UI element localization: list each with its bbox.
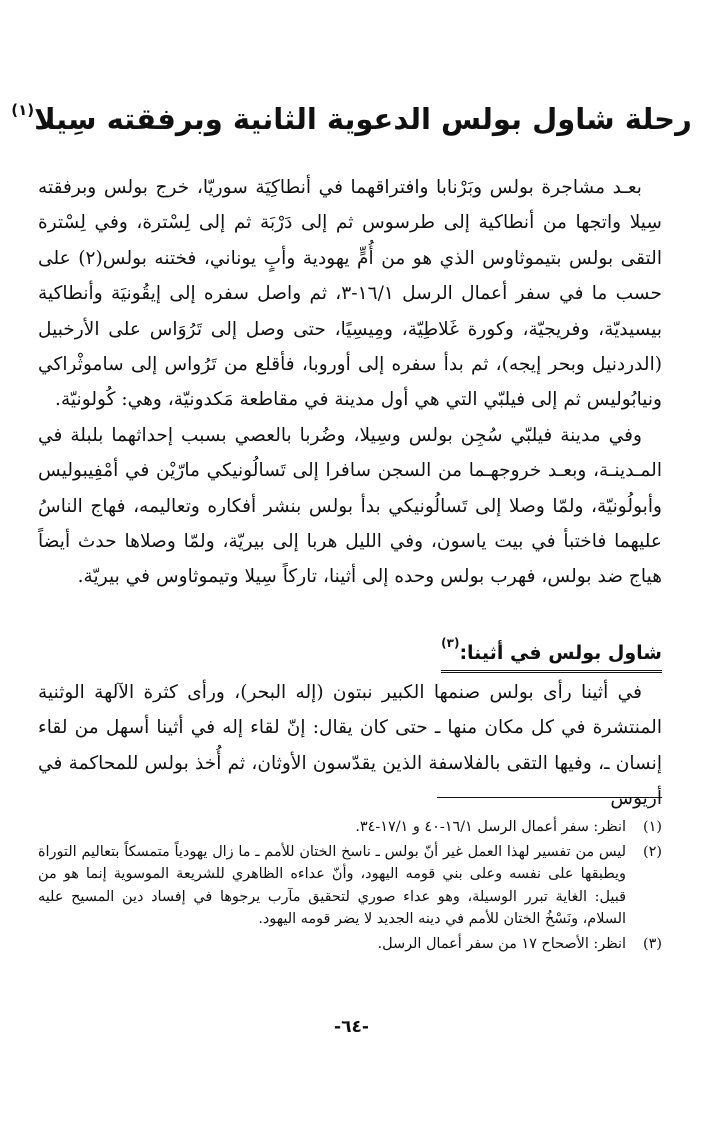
footnote-divider bbox=[437, 797, 662, 798]
footnote-number: (٣) bbox=[643, 935, 662, 952]
footnote-text: ليس من تفسير لهذا العمل غير أنّ بولس ـ ناسخ الختان للأمم ـ ما زال يهودياً متمسكاً بتعاليم التوراة ويطبقها على نفسه وعلى بني قومه اليهود، وأنّ عداءه الظاهري للشريعة الموسوية إنما هو من قبيل: الغاية تبرر الوسيلة، وهو عداء صوري لتحقيق مآرب يرجوها في إفساد دين المسيح عليه السلام، ونَسْخُ الختان للأمم في دينه الجديد لا يضر قومه اليهود. bbox=[38, 843, 626, 928]
paragraph-3: في أثينا رأى بولس صنمها الكبير نبتون (إله البحر)، ورأى كثرة الآلهة الوثنية المنتشرة في كل مكان منها ـ حتى كان يقال: إنّ لقاء إله في أثينا أسهل من لقاء إنسان ـ، وفيها التقى بالفلاسفة الذين يقدّسون الأوثان، ثم أُخذ بولس للمحاكمة في أريوس bbox=[38, 682, 662, 810]
footnotes bbox=[38, 816, 662, 958]
footnote-text: انظر: الأصحاح ١٧ من سفر أعمال الرسل. bbox=[377, 935, 626, 952]
paragraph-2: وفي مدينة فيلبّي سُجِن بولس وسِيلا، وضُربا بالعصي بسبب إحداثهما بلبلة في المـدينـة، وبعـد خروجهـما من السجن سافرا إلى تَسالُونيكي مارّيْن في أمْفِيبوليس وأبولُونيّة، ولمّا وصلا إلى تَسالُونيكي بدأ بولس بنشر أفكاره وتعاليمه، فهاج الناسُ عليهما فاختبأ في بيت ياسون، وفي الليل هربا إلى بيريّة، ولمّا وصلاها حدث أيضاً هياج ضد بولس، فهرب بولس وحده إلى أثينا، تاركاً سِيلا وتيموثاوس في بيريّة. bbox=[38, 424, 662, 588]
chapter-title bbox=[0, 90, 703, 139]
main-text bbox=[38, 170, 662, 595]
section-text bbox=[38, 675, 662, 817]
page-number: -٦٤- bbox=[334, 1017, 369, 1037]
footnote-item bbox=[38, 816, 662, 839]
footnote-item bbox=[38, 933, 662, 956]
footnote-text: انظر: سفر أعمال الرسل ١٦/١-٤٠ و ١٧/١-٣٤. bbox=[355, 819, 626, 835]
footnote-number: (١) bbox=[643, 819, 662, 835]
footnote-number: (٢) bbox=[643, 843, 662, 860]
heading-footnote-ref[interactable]: (٣) bbox=[441, 636, 460, 650]
paragraph-1: بعـد مشاجرة بولس وبَرْنابا وافتراقهما في أنطاكِيَة سوريّا، خرج بولس وبرفقته سِيلا واتجها من أنطاكية إلى طرسوس ثم إلى دَرْبَة ثم إلى لِسْترة، وفي لِسْترة التقى بولس بتيموثاوس الذي هو من أُمٍّ يهودية وأبٍ يوناني، فختنه بولس(٢) على حسب ما في سفر أعمال الرسل ١٦/١-٣، ثم واصل سفره إلى إيقُونيَة وأنطاكية بيسيديّة، وفريجيّة، وكورة غَلاطِيّة، ومِيسِيًا، حتى وصل إلى تَرُوَاس على الأرخبيل (الدردنيل وبحر إيجه)، ثم بدأ سفره إلى أوروبا، فأقلع من تَرُواس إلى ساموثْراكي ونيابُوليس ثم إلى فيلبّي التي هي أول مدينة في مقاطعة مَكدونيّة، وهي: كُولونيّة. bbox=[38, 177, 662, 411]
title-footnote-ref[interactable]: (١) bbox=[11, 101, 35, 119]
section-heading-text: شاول بولس في أثينا: bbox=[459, 642, 662, 664]
footnote-item bbox=[38, 841, 662, 931]
chapter-title-text: رحلة شاول بولس الدعوية الثانية وبرفقته سِيلا bbox=[34, 102, 692, 136]
section-heading bbox=[441, 628, 662, 673]
